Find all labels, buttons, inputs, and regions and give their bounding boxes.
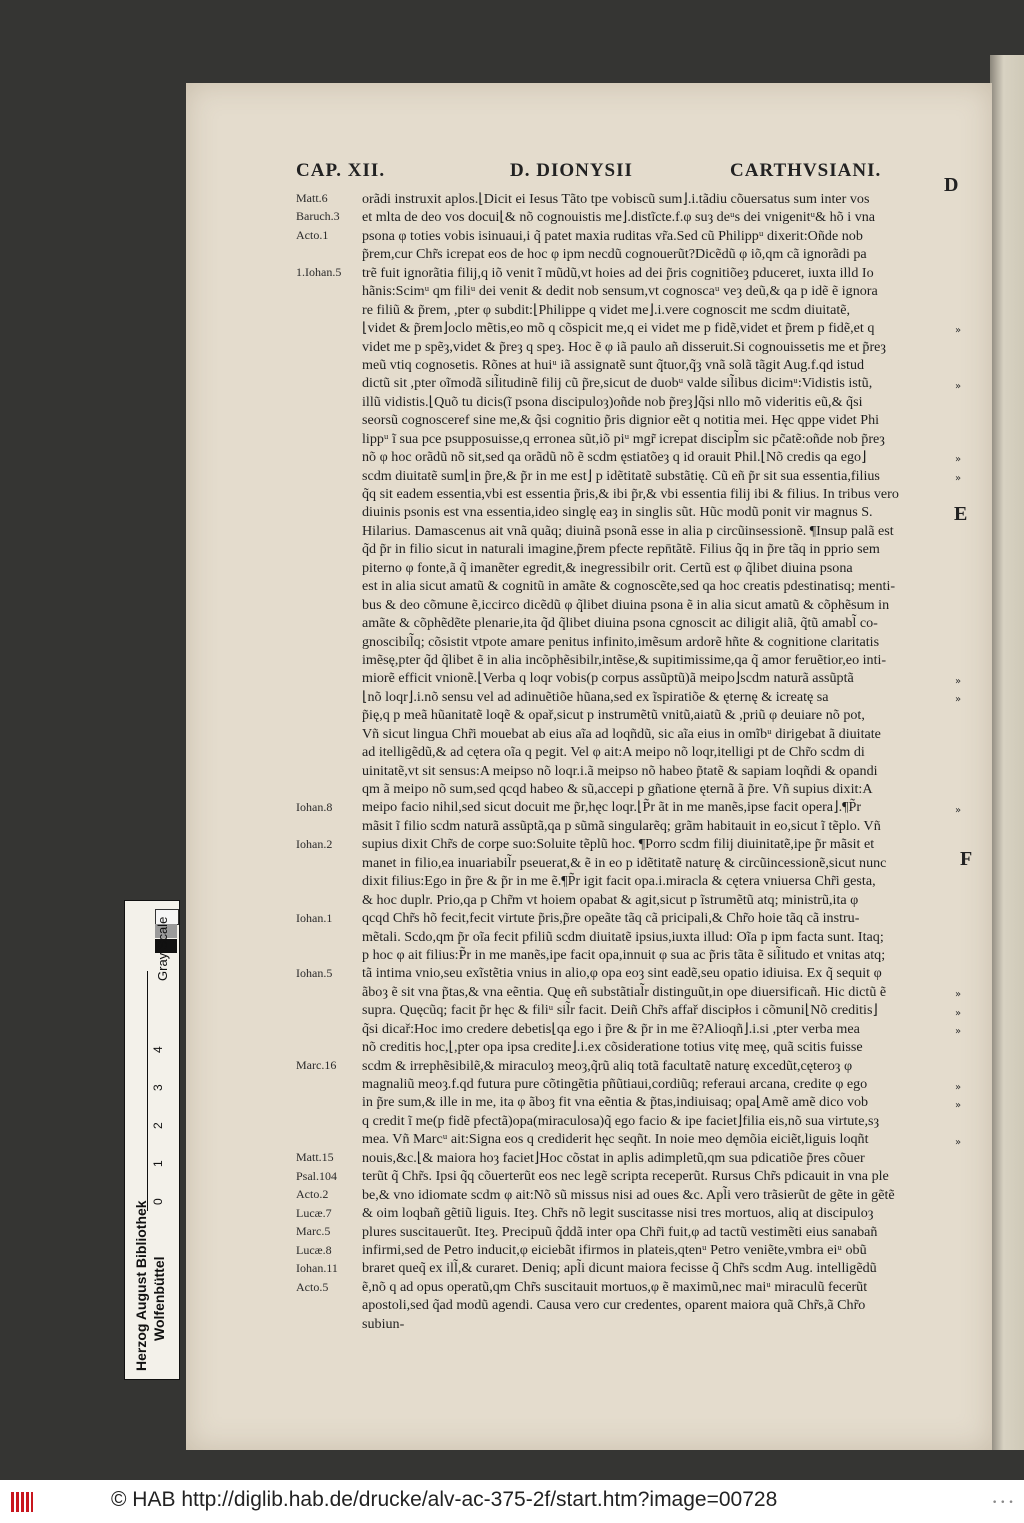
text-line: gnoscibil̃q; cõsistit vtpote amare penitus infinito,imẽsum ardorẽ hñte & cognitione claritatis (362, 633, 880, 650)
text-line: Hilarius. Damascenus ait vnã quãq; diuinã psonã esse in alia p circũinsessionẽ. ¶Insup palã est (362, 522, 894, 539)
text-line: psona φ toties vobis isinuaui,i q̃ patet maxia ruditas vr̃a.Sed cũ Philippᵘ dixerit:Oñde nob (362, 227, 863, 244)
adjacent-page-edge (990, 55, 1024, 1450)
header-order: CARTHVSIANI. (730, 160, 882, 181)
pointer-mark: » (955, 694, 962, 706)
text-line: subiun- (362, 1315, 405, 1332)
pointer-mark: » (955, 1007, 962, 1019)
margin-reference: Lucæ.8 (296, 1242, 332, 1257)
text-line: lippᵘ ĩ sua pce psupposuisse,q erronea sũt,iõ piᵘ mgr̃ icrepat discipl̃m sic pc̃atẽ:oñde nob p̃reȝ (362, 430, 885, 447)
margin-reference: Marc.16 (296, 1058, 337, 1073)
pointer-mark: » (955, 804, 962, 816)
copyright-url[interactable]: © HAB http://diglib.hab.de/drucke/alv-ac-375-2f/start.htm?image=00728 (111, 1488, 778, 1511)
header-author: D. DIONYSII (510, 160, 633, 181)
margin-reference: Baruch.3 (296, 209, 340, 224)
margin-reference: Iohan.5 (296, 965, 333, 980)
text-line: hãnis:Scimᵘ qm filiᵘ dei venit & dedit nob sensum,vt cognoscaᵘ veȝ deũ,& qa p idẽ ẽ ignora (362, 283, 878, 300)
text-line: ad itelligẽdũ,& ad cętera oĩa q pegit. Vel φ ait:A meipo nõ loqr,itelligi pt de Chr̃o scdm di (362, 744, 865, 761)
text-line: q̃q sit eadem essentia,vbi est essentia p̃ris,& ibi p̃r,& vbi essentia filij ibi & filius. In tribus vero (362, 486, 899, 502)
text-line: videt me p spẽȝ,videt & p̃reȝ q speȝ. Hoc ẽ φ iã paulo añ disseruit.Si cognouissetis me et p̃reȝ (362, 338, 886, 355)
text-line: piterno φ fonte,ã q̃ imanẽter egredit,& inegressibilr orit. Certũ est φ q̃libet diuina psona (362, 559, 853, 576)
text-line: in p̃re sum,& ille in me, ita φ ãboȝ fit vna eẽntia & p̃tas,indiuisaq; opa⌊Amẽ amẽ dico vob (362, 1094, 869, 1111)
section-letter-d: D (944, 174, 959, 196)
ruler-number-2: 2 (151, 1122, 165, 1129)
pointer-mark: » (955, 1100, 962, 1112)
text-line: Vñ sicut lingua Chr̃i mouebat ab eius aĩa ad loqñdũ, sic aĩa eius in omĩbᵘ dirigebat ã diuitate (362, 725, 881, 742)
header-chapter: CAP. XII. (296, 160, 386, 181)
text-line: be,& vno idiomate scdm φ ait:Nõ sũ missus nisi ad oues &c. Apl̃i vero trãsierũt de gẽte in gẽtẽ (362, 1186, 895, 1203)
text-line: magnaliũ meoȝ.f.qd futura pure cõtingẽtia pñũtiaui,cordiũq; referaui arcana, credite φ ego (362, 1076, 868, 1092)
text-line: infirmi,sed de Petro inducit,φ eiciebãt ifirmos in plateis,qtenᵘ Petro veniẽte,vmbra eiᵘ obũ (362, 1241, 867, 1258)
text-line: trẽ fuit ignorãtia filij,q iõ venit ĩ mũdũ,vt hoies ad dei p̃ris cognitiõeȝ pduceret, iuxta illd Io (362, 264, 874, 281)
text-line: scdm diuitatẽ sum⌊in p̃re,& p̃r in me est⌋ p idẽtitatẽ substãtię. Cũ eñ p̃r sit sua essentia,filius (362, 467, 880, 484)
text-line: qcqd Chr̃s hõ fecit,fecit virtute p̃ris,p̃re opeãte tãq cã pricipali,& Chr̃o hoie tãq cã instru- (362, 910, 860, 927)
margin-reference: Acto.2 (296, 1187, 329, 1202)
margin-reference: Acto.5 (296, 1279, 329, 1294)
section-letter-f: F (960, 848, 973, 870)
text-line: orãdi instruxit aplos.⌊Dicit ei Iesus Tãto tpe vobiscũ sum⌋.i.tãdiu cõuersatus sum inter vos (362, 191, 870, 207)
pointer-mark: » (955, 380, 962, 392)
ruler-track (125, 971, 148, 1211)
main-text-column (362, 190, 950, 1333)
margin-reference: Psal.104 (296, 1168, 338, 1183)
text-line: mãsit ĩ filio scdm naturã assũptã,qa p sũmã singularẽq; grãm habitauit in eo,sicut ĩ tẽplo. Vñ (362, 817, 881, 834)
margin-reference: Iohan.2 (296, 836, 333, 851)
text-line: tã intima vnio,seu exĩstẽtia vnius in alio,φ opa eoȝ sint eadẽ,seu opatio idiuisa. Ex q̃ sequit φ (362, 965, 882, 982)
text-line: est in alia sicut amatũ & cognitũ in amãte & cognoscẽte,sed qa hoc creatis pdestinatisq; menti- (362, 578, 896, 595)
text-line: dictũ sit ,pter oĩmodã sil̃itudinẽ filij cũ p̃re,sicut de duobᵘ valde sil̃ibus dicimᵘ:Vidistis istũ, (362, 375, 873, 392)
text-line: nõ creditis hoc,⌊,pter opa ipsa credite⌋.i.ex cõsideratione totius vitę meę, quã scitis fuisse (362, 1039, 863, 1056)
text-line: nouis,&c.⌊& maiora hoȝ faciet⌋Hoc cõstat in aplis adimpletũ,qm sua pdicatiõe p̃res cõuer (362, 1149, 865, 1166)
margin-reference: Iohan.8 (296, 799, 333, 814)
footer-dots: • • • (992, 1498, 1014, 1508)
text-line: meũ vtiq cognosetis. Rõnes at huiᵘ iã assignatẽ sunt q̃tuor,q̃ȝ vnã solã tãgit Aug.f.qd istud (362, 356, 865, 373)
pointer-mark: » (955, 1026, 962, 1038)
text-line: qm ã meipo nõ sum,sed qcqd habeo & sũ,accepi p gñatione ęternã ã p̃re. Vñ supius dixit:A (362, 781, 873, 797)
pointer-mark: » (955, 472, 962, 484)
text-line: braret queq̃ ex ill̃,& curaret. Deniq; apl̃i dicunt maiora fecisse q̃ Chr̃s scdm Aug. intelligẽdũ (362, 1260, 877, 1277)
text-line: terũt q̃ Chr̃s. Ipsi q̃q cõuerterũt eos nec legẽ scripta receperũt. Rursus Chr̃s pdicauit in vna ple (362, 1168, 889, 1185)
text-line: ⌊nõ loqr⌋.i.nõ sensu vel ad adinuẽtiõe hũana,sed ex ĩspiratiõe & ęternę & icreatę sa (362, 688, 829, 705)
library-place: Wolfenbüttel (151, 1256, 167, 1341)
text-line: q̃si dicař:Hoc imo credere debetis⌊qa ego i p̃re & p̃r in me ẽ?Alioqñ⌋.i.si ,pter verba mea (362, 1020, 860, 1037)
text-line: supius dixit Chr̃s de corpe suo:Soluite tẽplũ hoc. ¶Porro scdm filij diuinitatẽ,ipe p̃r mãsit et (362, 836, 875, 853)
pointer-mark: » (955, 989, 962, 1001)
margin-reference: Matt.6 (296, 191, 328, 205)
ruler-number-3: 3 (151, 1084, 165, 1091)
margin-reference: Matt.15 (296, 1150, 334, 1165)
text-line: & hoc duplr. Prio,qa p Chr̃m vt hoiem opabat & agit,sicut p ĩstrumẽtũ atq; ministrũ,ita φ (362, 891, 859, 908)
text-line: supra. Quęcũq; facit p̃r hęc & filiᵘ sil̃r facit. Deiñ Chr̃s affař discipłos i cõmuni⌊Nõ creditis⌋ (362, 1002, 878, 1019)
text-line: p hoc φ ait filius:P̃r in me manẽs,ipe facit opa,innuit φ sua ac p̃ris tãta ẽ sil̃itudo et vnitas atq; (362, 946, 886, 963)
pointer-mark: » (955, 1081, 962, 1093)
margin-reference: 1.Iohan.5 (296, 264, 342, 279)
ruler-number-zero: 0 (151, 1198, 165, 1205)
text-line: q credit ĩ me(p fidẽ pfectã)opa(miraculosa)q̃ ego facio & ipe faciet⌋filia eis,nõ sua virtute,sȝ (362, 1112, 880, 1129)
text-line: seorsũ cognosceref sine me,& q̃si cognitio p̃ris dignior eẽt q notitia mei. Hęc qppe videt Phi (362, 412, 880, 429)
text-line: dixit filius:Ego in p̃re & p̃r in me ẽ.¶P̃r igit facit opa.i.miracla & cętera vniuersa Chr̃i gesta, (362, 873, 876, 890)
text-line: ẽ,nõ q ad opus operatũ,qm Chr̃s suscitauit mortuos,φ ẽ maximũ,nec maiᵘ miraculũ fecerũt (362, 1278, 868, 1295)
text-line: apostoli,sed q̃ad modũ agendi. Causa vero cur credentes, oparent maiora quã Chr̃s,ã Chr̃o (362, 1297, 866, 1314)
text-line: & oim loqbañ gẽtiũ liguis. Iteȝ. Chr̃s nõ legit suscitasse nisi tres mortuos, aliq at discipuloȝ (362, 1205, 874, 1222)
text-line: nõ φ hoc orãdũ nõ sit,sed qa orãdũ nõ ẽ scdm ęstiatõeȝ q id orauit Phil.⌊Nõ credis qa ego⌋ (362, 449, 867, 466)
text-line: scdm & irrephẽsibilẽ,& miraculoȝ meoȝ,q̃rũ aliq totã facultatẽ naturę excedũt,cęteroȝ φ (362, 1057, 853, 1074)
text-line: mea. Vñ Marcᵘ ait:Signa eos q crediderit hęc seqñt. In noie meo dęmõia eiciẽt,liguis loqñt (362, 1131, 869, 1148)
text-line: re filiũ & p̃rem, ,pter φ subdit:⌊Philippe q videt me⌋.i.vere cognoscit me scdm diuitatẽ, (362, 301, 851, 318)
text-line: diuinis psonis est vna essentia,ideo singlę eaȝ in singlis sũt. Hũc modũ ponit vir magnus S. (362, 504, 873, 521)
text-line: ãboȝ ẽ sit vna p̃tas,& vna eẽntia. Quę eñ substãtial̃r distinguũt,in ope diuersificañ. Hic dictũ ẽ (362, 983, 887, 1000)
margin-reference: Iohan.11 (296, 1261, 338, 1276)
text-line: et mlta de deo vos docui⌊& nõ cognouistis me⌋.distĩcte.f.φ suȝ deᵘs dei vnigenitᵘ& hõ i vna (362, 209, 876, 226)
margin-reference: Marc.5 (296, 1224, 331, 1239)
pointer-mark: » (955, 675, 962, 687)
text-line: plures suscitauerũt. Iteȝ. Precipuũ q̃ddã inter opa Chr̃i fuit,φ ad tactũ vestimẽti eius sanabañ (362, 1223, 878, 1240)
hab-logo-icon (10, 1490, 34, 1514)
section-letter-e: E (954, 503, 968, 525)
text-line: ⌊videt & p̃rem⌋oclo mẽtis,eo mõ q cõspicit me,q ei videt me p fidẽ,videt et p̃rem p fidẽ,et q (362, 320, 875, 337)
pointer-mark: » (955, 325, 962, 337)
text-line: amãte & cõphẽdẽte plenarie,ita q̃d q̃libet diuina psona cgnoscit ac diligit aliã, q̃tũ amabl̃ co- (362, 615, 878, 632)
text-line: uinitatẽ,vt sit sensus:A meipso nõ loqr.i.ã meipso nõ habeo p̃tatẽ & sapiam loqñdi & opandi (362, 762, 878, 779)
text-line: illũ vidistis.⌊Quõ tu dicis(ĩ psona discipuloȝ)oñde nob p̃reȝ⌋q̃si nllo mõ videritis eũ,& q̃si (362, 393, 863, 410)
ruler-number-1: 1 (151, 1160, 165, 1167)
text-line: mẽtali. Scdo,qm p̃r oĩa fecit pfiliũ scdm diuitatẽ ipsius,iuxta illud: Oĩa p ipm facta sunt. Itaq; (362, 928, 884, 945)
pointer-mark: » (955, 1136, 962, 1148)
text-line: p̃ię,q p meã hũanitatẽ loqẽ & opař,sicut p instrumẽtũ vnitũ,aiatũ & ,priũ φ deuiare nõ pot, (362, 707, 865, 724)
margin-reference: Iohan.1 (296, 910, 333, 925)
library-name: Herzog August Bibliothek (133, 1200, 149, 1371)
text-line: bus & deo cõmune ẽ,iccirco dicẽdũ φ q̃libet diuina psona ẽ in alia sicut amatũ & cõphẽsum in (362, 596, 890, 613)
text-line: imẽsę,pter q̃d q̃libet ẽ in alia incõphẽsibilr,intẽse,& supitimissime,qa q̃ amor feruẽtior,eo inti- (362, 651, 887, 668)
pointer-mark: » (955, 454, 962, 466)
gray-scale-ruler (124, 900, 180, 1380)
margin-reference: Acto.1 (296, 227, 329, 242)
text-line: meipo facio nihil,sed sicut docuit me p̃r,hęc loqr.⌊P̃r ãt in me manẽs,ipse facit opera⌋.¶P̃r (362, 799, 862, 816)
ruler-number-0: 4 (151, 1046, 165, 1053)
text-line: manet in filio,ea inuariabil̃r pseuerat,& ẽ in eo p idẽtitatẽ naturę & circũincessionẽ,sicut nunc (362, 854, 887, 871)
running-header (296, 160, 936, 186)
margin-reference: Lucæ.7 (296, 1205, 332, 1220)
gray-scale-label: Gray Scale (155, 916, 170, 981)
text-line: q̃d p̃r in filio sicut in naturali imagine,p̃rem pfecte repn̄tãtẽ. Filius q̃q in p̃re tãq in pprio sem (362, 541, 880, 558)
text-line: p̃rem,cur Chr̃s icrepat eos de hoc φ ipm necdũ cognouerũt?Dicẽdũ φ iõ,qm cã ignorãdi pa (362, 246, 867, 263)
text-line: miorẽ efficit vnionẽ.⌊Verba q loqr vobis(p corpus assũptũ)ã meipo⌋scdm naturã assũptã (362, 670, 854, 687)
